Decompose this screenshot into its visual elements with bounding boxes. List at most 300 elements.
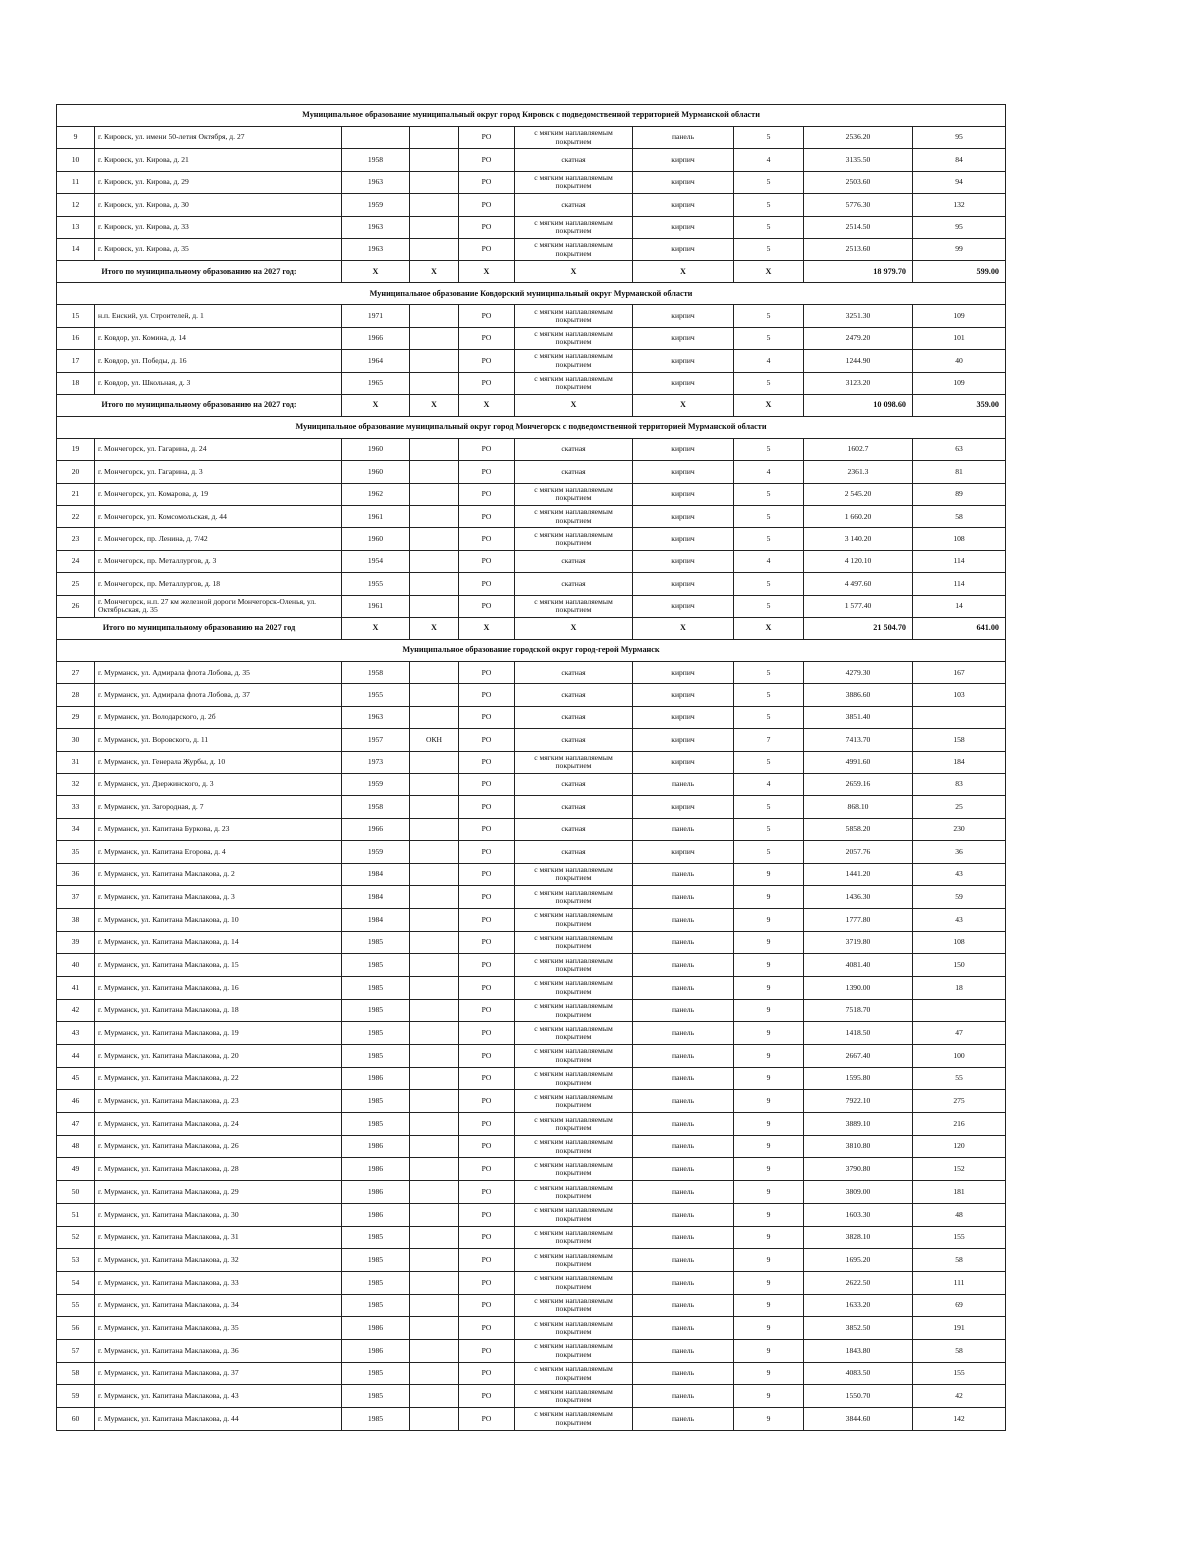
roof-type-cell: с мягким наплавляемым покрытием xyxy=(515,1181,633,1204)
floors-cell: 4 xyxy=(734,350,804,372)
okn-cell xyxy=(410,954,459,977)
residents-cell: 191 xyxy=(913,1317,1006,1340)
row-number: 50 xyxy=(57,1181,95,1204)
area-cell: 4 120.10 xyxy=(804,550,913,572)
ro-cell: РО xyxy=(459,573,515,595)
wall-material-cell: панель xyxy=(633,127,734,149)
roof-type-cell: с мягким наплавляемым покрытием xyxy=(515,1045,633,1068)
roof-type-cell: с мягким наплавляемым покрытием xyxy=(515,506,633,528)
wall-material-cell: кирпич xyxy=(633,595,734,617)
address-cell: г. Мурманск, ул. Капитана Маклакова, д. 44 xyxy=(95,1408,342,1431)
floors-cell: 4 xyxy=(734,550,804,572)
roof-type-cell: скатная xyxy=(515,706,633,728)
residents-cell: 48 xyxy=(913,1203,1006,1226)
total-x-mark: X xyxy=(734,394,804,416)
floors-cell: 9 xyxy=(734,954,804,977)
year-cell: 1963 xyxy=(342,171,410,193)
year-cell: 1985 xyxy=(342,1022,410,1045)
residents-cell: 18 xyxy=(913,976,1006,999)
wall-material-cell: кирпич xyxy=(633,327,734,349)
roof-type-cell: с мягким наплавляемым покрытием xyxy=(515,1408,633,1431)
year-cell: 1958 xyxy=(342,662,410,684)
residents-cell: 155 xyxy=(913,1226,1006,1249)
table-row xyxy=(57,1271,1006,1294)
roof-type-cell: скатная xyxy=(515,818,633,840)
area-cell: 868.10 xyxy=(804,796,913,818)
address-cell: г. Мончегорск, н.п. 27 км железной дороги Мончегорск-Оленья, ул. Октябрьская, д. 35 xyxy=(95,595,342,617)
area-cell: 4991.60 xyxy=(804,751,913,773)
okn-cell xyxy=(410,706,459,728)
year-cell: 1985 xyxy=(342,1249,410,1272)
address-cell: г. Мурманск, ул. Капитана Маклакова, д. 36 xyxy=(95,1339,342,1362)
table-row xyxy=(57,1067,1006,1090)
wall-material-cell: панель xyxy=(633,1317,734,1340)
year-cell: 1973 xyxy=(342,751,410,773)
address-cell: г. Кировск, ул. Кирова, д. 33 xyxy=(95,216,342,238)
floors-cell: 5 xyxy=(734,171,804,193)
okn-cell xyxy=(410,1158,459,1181)
row-number: 52 xyxy=(57,1226,95,1249)
table-row xyxy=(57,1339,1006,1362)
row-number: 59 xyxy=(57,1385,95,1408)
address-cell: г. Мурманск, ул. Капитана Маклакова, д. 37 xyxy=(95,1362,342,1385)
total-people: 359.00 xyxy=(913,394,1006,416)
roof-type-cell: скатная xyxy=(515,662,633,684)
residents-cell: 100 xyxy=(913,1045,1006,1068)
address-cell: г. Мурманск, ул. Капитана Маклакова, д. 33 xyxy=(95,1271,342,1294)
ro-cell: РО xyxy=(459,1408,515,1431)
table-row xyxy=(57,483,1006,505)
year-cell: 1955 xyxy=(342,573,410,595)
okn-cell xyxy=(410,1249,459,1272)
wall-material-cell: кирпич xyxy=(633,461,734,483)
row-number: 34 xyxy=(57,818,95,840)
year-cell: 1960 xyxy=(342,528,410,550)
address-cell: г. Мурманск, ул. Капитана Маклакова, д. 35 xyxy=(95,1317,342,1340)
area-cell: 1436.30 xyxy=(804,886,913,909)
roof-type-cell: с мягким наплавляемым покрытием xyxy=(515,1226,633,1249)
roof-type-cell: скатная xyxy=(515,729,633,751)
residents-cell: 36 xyxy=(913,841,1006,863)
area-cell: 3809.00 xyxy=(804,1181,913,1204)
okn-cell xyxy=(410,216,459,238)
ro-cell: РО xyxy=(459,931,515,954)
total-x-mark: X xyxy=(515,394,633,416)
okn-cell xyxy=(410,976,459,999)
floors-cell: 5 xyxy=(734,706,804,728)
table-row xyxy=(57,1045,1006,1068)
year-cell: 1985 xyxy=(342,1090,410,1113)
row-number: 17 xyxy=(57,350,95,372)
row-number: 58 xyxy=(57,1362,95,1385)
floors-cell: 4 xyxy=(734,461,804,483)
ro-cell: РО xyxy=(459,238,515,260)
floors-cell: 5 xyxy=(734,684,804,706)
table-row xyxy=(57,684,1006,706)
address-cell: г. Мурманск, ул. Капитана Маклакова, д. 23 xyxy=(95,1090,342,1113)
floors-cell: 5 xyxy=(734,194,804,216)
area-cell: 3719.80 xyxy=(804,931,913,954)
area-cell: 3886.60 xyxy=(804,684,913,706)
year-cell: 1986 xyxy=(342,1317,410,1340)
address-cell: г. Мурманск, ул. Адмирала флота Лобова, д. 35 xyxy=(95,662,342,684)
okn-cell xyxy=(410,1203,459,1226)
floors-cell: 9 xyxy=(734,1090,804,1113)
ro-cell: РО xyxy=(459,954,515,977)
table-row xyxy=(57,550,1006,572)
okn-cell xyxy=(410,1135,459,1158)
total-x-mark: X xyxy=(410,618,459,640)
total-x-mark: X xyxy=(342,618,410,640)
ro-cell: РО xyxy=(459,438,515,460)
roof-type-cell: с мягким наплавляемым покрытием xyxy=(515,863,633,886)
wall-material-cell: панель xyxy=(633,863,734,886)
table-row xyxy=(57,1408,1006,1431)
row-number: 13 xyxy=(57,216,95,238)
ro-cell: РО xyxy=(459,149,515,171)
row-number: 16 xyxy=(57,327,95,349)
ro-cell: РО xyxy=(459,1045,515,1068)
address-cell: г. Мончегорск, пр. Ленина, д. 7/42 xyxy=(95,528,342,550)
area-cell: 1441.20 xyxy=(804,863,913,886)
floors-cell: 7 xyxy=(734,729,804,751)
table-row xyxy=(57,1113,1006,1136)
wall-material-cell: панель xyxy=(633,1090,734,1113)
roof-type-cell: с мягким наплавляемым покрытием xyxy=(515,127,633,149)
row-number: 29 xyxy=(57,706,95,728)
ro-cell: РО xyxy=(459,1181,515,1204)
area-cell: 2479.20 xyxy=(804,327,913,349)
ro-cell: РО xyxy=(459,461,515,483)
wall-material-cell: панель xyxy=(633,1203,734,1226)
floors-cell: 9 xyxy=(734,976,804,999)
floors-cell: 9 xyxy=(734,931,804,954)
ro-cell: РО xyxy=(459,1249,515,1272)
roof-type-cell: скатная xyxy=(515,841,633,863)
residents-cell: 42 xyxy=(913,1385,1006,1408)
row-number: 42 xyxy=(57,999,95,1022)
residents-cell: 108 xyxy=(913,528,1006,550)
okn-cell: ОКН xyxy=(410,729,459,751)
residents-cell: 184 xyxy=(913,751,1006,773)
okn-cell xyxy=(410,1317,459,1340)
residents-cell: 40 xyxy=(913,350,1006,372)
roof-type-cell: с мягким наплавляемым покрытием xyxy=(515,171,633,193)
row-number: 20 xyxy=(57,461,95,483)
ro-cell: РО xyxy=(459,1226,515,1249)
table-row xyxy=(57,438,1006,460)
address-cell: г. Мурманск, ул. Капитана Маклакова, д. 18 xyxy=(95,999,342,1022)
area-cell: 1633.20 xyxy=(804,1294,913,1317)
floors-cell: 9 xyxy=(734,1385,804,1408)
floors-cell: 5 xyxy=(734,841,804,863)
section-header-row xyxy=(57,640,1006,662)
area-cell: 1602.7 xyxy=(804,438,913,460)
area-cell: 2361.3 xyxy=(804,461,913,483)
total-label: Итого по муниципальному образованию на 2027 год: xyxy=(57,261,342,283)
total-x-mark: X xyxy=(515,261,633,283)
residents-cell: 55 xyxy=(913,1067,1006,1090)
row-number: 39 xyxy=(57,931,95,954)
total-people: 641.00 xyxy=(913,618,1006,640)
table-row xyxy=(57,1385,1006,1408)
row-number: 45 xyxy=(57,1067,95,1090)
year-cell: 1963 xyxy=(342,706,410,728)
roof-type-cell: с мягким наплавляемым покрытием xyxy=(515,1362,633,1385)
area-cell: 3852.50 xyxy=(804,1317,913,1340)
ro-cell: РО xyxy=(459,841,515,863)
year-cell: 1985 xyxy=(342,1385,410,1408)
address-cell: г. Мурманск, ул. Капитана Маклакова, д. 24 xyxy=(95,1113,342,1136)
residents-cell: 14 xyxy=(913,595,1006,617)
roof-type-cell: с мягким наплавляемым покрытием xyxy=(515,1113,633,1136)
floors-cell: 9 xyxy=(734,1339,804,1362)
area-cell: 7922.10 xyxy=(804,1090,913,1113)
year-cell: 1985 xyxy=(342,1113,410,1136)
roof-type-cell: с мягким наплавляемым покрытием xyxy=(515,1067,633,1090)
housing-register-table xyxy=(56,104,1006,1431)
roof-type-cell: скатная xyxy=(515,573,633,595)
table-row xyxy=(57,506,1006,528)
year-cell: 1964 xyxy=(342,350,410,372)
address-cell: г. Мурманск, ул. Загородная, д. 7 xyxy=(95,796,342,818)
row-number: 56 xyxy=(57,1317,95,1340)
total-area: 18 979.70 xyxy=(804,261,913,283)
okn-cell xyxy=(410,506,459,528)
row-number: 53 xyxy=(57,1249,95,1272)
year-cell: 1985 xyxy=(342,954,410,977)
residents-cell: 167 xyxy=(913,662,1006,684)
area-cell: 2536.20 xyxy=(804,127,913,149)
residents-cell: 81 xyxy=(913,461,1006,483)
floors-cell: 5 xyxy=(734,127,804,149)
area-cell: 4081.40 xyxy=(804,954,913,977)
okn-cell xyxy=(410,773,459,795)
area-cell: 7518.70 xyxy=(804,999,913,1022)
residents-cell: 43 xyxy=(913,863,1006,886)
floors-cell: 5 xyxy=(734,372,804,394)
total-row xyxy=(57,261,1006,283)
okn-cell xyxy=(410,550,459,572)
wall-material-cell: кирпич xyxy=(633,350,734,372)
floors-cell: 9 xyxy=(734,999,804,1022)
area-cell: 2622.50 xyxy=(804,1271,913,1294)
row-number: 46 xyxy=(57,1090,95,1113)
area-cell: 3851.40 xyxy=(804,706,913,728)
area-cell: 1 577.40 xyxy=(804,595,913,617)
ro-cell: РО xyxy=(459,350,515,372)
section-header-row xyxy=(57,416,1006,438)
year-cell: 1959 xyxy=(342,194,410,216)
address-cell: г. Кировск, ул. Кирова, д. 29 xyxy=(95,171,342,193)
area-cell: 2667.40 xyxy=(804,1045,913,1068)
year-cell: 1963 xyxy=(342,238,410,260)
wall-material-cell: кирпич xyxy=(633,684,734,706)
residents-cell: 109 xyxy=(913,372,1006,394)
roof-type-cell: с мягким наплавляемым покрытием xyxy=(515,954,633,977)
floors-cell: 9 xyxy=(734,1294,804,1317)
wall-material-cell: кирпич xyxy=(633,305,734,327)
row-number: 51 xyxy=(57,1203,95,1226)
row-number: 15 xyxy=(57,305,95,327)
address-cell: н.п. Енский, ул. Строителей, д. 1 xyxy=(95,305,342,327)
residents-cell: 63 xyxy=(913,438,1006,460)
wall-material-cell: панель xyxy=(633,1249,734,1272)
table-row xyxy=(57,149,1006,171)
residents-cell: 109 xyxy=(913,305,1006,327)
okn-cell xyxy=(410,127,459,149)
section-header-row xyxy=(57,283,1006,305)
total-x-mark: X xyxy=(633,261,734,283)
table-row xyxy=(57,841,1006,863)
wall-material-cell: панель xyxy=(633,1339,734,1362)
roof-type-cell: с мягким наплавляемым покрытием xyxy=(515,1135,633,1158)
roof-type-cell: с мягким наплавляемым покрытием xyxy=(515,216,633,238)
ro-cell: РО xyxy=(459,1067,515,1090)
year-cell: 1958 xyxy=(342,149,410,171)
residents-cell: 150 xyxy=(913,954,1006,977)
floors-cell: 5 xyxy=(734,751,804,773)
row-number: 44 xyxy=(57,1045,95,1068)
wall-material-cell: панель xyxy=(633,1408,734,1431)
row-number: 31 xyxy=(57,751,95,773)
address-cell: г. Ковдор, ул. Комина, д. 14 xyxy=(95,327,342,349)
table-row xyxy=(57,976,1006,999)
residents-cell: 84 xyxy=(913,149,1006,171)
year-cell: 1985 xyxy=(342,1408,410,1431)
total-x-mark: X xyxy=(734,261,804,283)
ro-cell: РО xyxy=(459,1022,515,1045)
residents-cell: 114 xyxy=(913,573,1006,595)
residents-cell: 108 xyxy=(913,931,1006,954)
year-cell: 1985 xyxy=(342,1294,410,1317)
floors-cell: 9 xyxy=(734,1203,804,1226)
wall-material-cell: кирпич xyxy=(633,662,734,684)
table-row xyxy=(57,327,1006,349)
roof-type-cell: с мягким наплавляемым покрытием xyxy=(515,1385,633,1408)
area-cell: 4 497.60 xyxy=(804,573,913,595)
wall-material-cell: панель xyxy=(633,1226,734,1249)
address-cell: г. Мурманск, ул. Капитана Буркова, д. 23 xyxy=(95,818,342,840)
address-cell: г. Мурманск, ул. Капитана Маклакова, д. 22 xyxy=(95,1067,342,1090)
ro-cell: РО xyxy=(459,1339,515,1362)
area-cell: 1244.90 xyxy=(804,350,913,372)
year-cell: 1986 xyxy=(342,1339,410,1362)
ro-cell: РО xyxy=(459,595,515,617)
total-x-mark: X xyxy=(410,261,459,283)
wall-material-cell: кирпич xyxy=(633,149,734,171)
residents-cell: 216 xyxy=(913,1113,1006,1136)
ro-cell: РО xyxy=(459,706,515,728)
year-cell: 1985 xyxy=(342,999,410,1022)
wall-material-cell: кирпич xyxy=(633,372,734,394)
table-row xyxy=(57,216,1006,238)
year-cell: 1986 xyxy=(342,1135,410,1158)
roof-type-cell: с мягким наплавляемым покрытием xyxy=(515,1203,633,1226)
okn-cell xyxy=(410,327,459,349)
year-cell: 1986 xyxy=(342,1158,410,1181)
table-row xyxy=(57,194,1006,216)
area-cell: 1777.80 xyxy=(804,908,913,931)
okn-cell xyxy=(410,305,459,327)
table-row xyxy=(57,1158,1006,1181)
table-row xyxy=(57,818,1006,840)
ro-cell: РО xyxy=(459,818,515,840)
floors-cell: 9 xyxy=(734,1158,804,1181)
roof-type-cell: с мягким наплавляемым покрытием xyxy=(515,350,633,372)
residents-cell xyxy=(913,999,1006,1022)
year-cell: 1961 xyxy=(342,595,410,617)
floors-cell: 4 xyxy=(734,773,804,795)
okn-cell xyxy=(410,194,459,216)
total-x-mark: X xyxy=(342,394,410,416)
address-cell: г. Мурманск, ул. Дзержинского, д. 3 xyxy=(95,773,342,795)
residents-cell: 47 xyxy=(913,1022,1006,1045)
year-cell: 1961 xyxy=(342,506,410,528)
row-number: 25 xyxy=(57,573,95,595)
wall-material-cell: кирпич xyxy=(633,528,734,550)
wall-material-cell: кирпич xyxy=(633,796,734,818)
okn-cell xyxy=(410,1045,459,1068)
row-number: 14 xyxy=(57,238,95,260)
roof-type-cell: скатная xyxy=(515,438,633,460)
address-cell: г. Мурманск, ул. Капитана Маклакова, д. 29 xyxy=(95,1181,342,1204)
roof-type-cell: с мягким наплавляемым покрытием xyxy=(515,751,633,773)
residents-cell: 101 xyxy=(913,327,1006,349)
ro-cell: РО xyxy=(459,863,515,886)
year-cell: 1962 xyxy=(342,483,410,505)
okn-cell xyxy=(410,818,459,840)
roof-type-cell: с мягким наплавляемым покрытием xyxy=(515,1339,633,1362)
okn-cell xyxy=(410,1181,459,1204)
wall-material-cell: кирпич xyxy=(633,573,734,595)
wall-material-cell: кирпич xyxy=(633,506,734,528)
table-row xyxy=(57,1135,1006,1158)
ro-cell: РО xyxy=(459,550,515,572)
roof-type-cell: скатная xyxy=(515,684,633,706)
ro-cell: РО xyxy=(459,305,515,327)
address-cell: г. Ковдор, ул. Школьная, д. 3 xyxy=(95,372,342,394)
table-row xyxy=(57,595,1006,617)
residents-cell: 95 xyxy=(913,127,1006,149)
table-row xyxy=(57,908,1006,931)
address-cell: г. Мурманск, ул. Капитана Маклакова, д. 2 xyxy=(95,863,342,886)
address-cell: г. Кировск, ул. имени 50-летия Октября, д. 27 xyxy=(95,127,342,149)
roof-type-cell: с мягким наплавляемым покрытием xyxy=(515,1090,633,1113)
row-number: 24 xyxy=(57,550,95,572)
roof-type-cell: с мягким наплавляемым покрытием xyxy=(515,1158,633,1181)
table-row xyxy=(57,1362,1006,1385)
wall-material-cell: панель xyxy=(633,773,734,795)
year-cell: 1957 xyxy=(342,729,410,751)
year-cell: 1965 xyxy=(342,372,410,394)
floors-cell: 5 xyxy=(734,573,804,595)
okn-cell xyxy=(410,751,459,773)
address-cell: г. Мурманск, ул. Володарского, д. 2б xyxy=(95,706,342,728)
year-cell: 1986 xyxy=(342,1067,410,1090)
residents-cell: 58 xyxy=(913,1339,1006,1362)
okn-cell xyxy=(410,841,459,863)
okn-cell xyxy=(410,662,459,684)
address-cell: г. Мурманск, ул. Генерала Журбы, д. 10 xyxy=(95,751,342,773)
ro-cell: РО xyxy=(459,1271,515,1294)
ro-cell: РО xyxy=(459,327,515,349)
table-row xyxy=(57,706,1006,728)
area-cell: 3135.50 xyxy=(804,149,913,171)
floors-cell: 9 xyxy=(734,1226,804,1249)
year-cell: 1959 xyxy=(342,773,410,795)
year-cell: 1984 xyxy=(342,908,410,931)
